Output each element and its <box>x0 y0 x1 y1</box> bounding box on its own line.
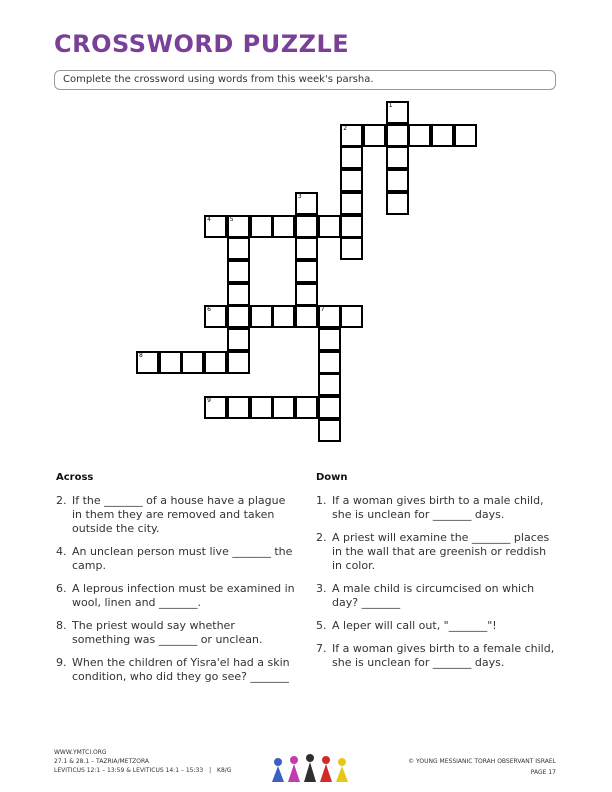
clue-text: A priest will examine the _______ places in the wall that are greenish or reddish in color. <box>332 531 550 572</box>
clue-text: If the _______ of a house have a plague in them they are removed and taken outside the city. <box>72 494 286 535</box>
clue-item <box>56 494 296 536</box>
clue-item <box>316 494 556 522</box>
clue-number: 4 <box>207 215 211 223</box>
grid-cell[interactable] <box>386 101 409 124</box>
grid-cell[interactable] <box>318 328 341 351</box>
grid-cell[interactable] <box>454 124 477 147</box>
clue-number: 5 <box>229 215 234 223</box>
grid-cell[interactable] <box>295 283 318 306</box>
clue-number: 9 <box>207 397 211 405</box>
clue-number: 2. <box>316 531 327 544</box>
clue-number: 7. <box>316 642 327 655</box>
clue-text: An unclean person must live _______ the camp. <box>72 545 293 572</box>
grid-cell[interactable] <box>204 396 227 419</box>
grid-cell[interactable] <box>227 351 250 374</box>
footer-right <box>408 756 556 778</box>
grid-cell[interactable] <box>295 215 318 238</box>
clue-number: 6. <box>56 582 67 595</box>
down-heading: Down <box>316 472 348 483</box>
clue-number: 9. <box>56 656 67 669</box>
grid-cell[interactable] <box>386 192 409 215</box>
grid-cell[interactable] <box>295 237 318 260</box>
footer-copyright: © YOUNG MESSIANIC TORAH OBSERVANT ISRAEL <box>408 758 556 765</box>
clue-text: A leprous infection must be examined in wool, linen and _______. <box>72 582 295 609</box>
grid-cell[interactable] <box>272 305 295 328</box>
grid-cell[interactable] <box>136 351 159 374</box>
footer-site: WWW.YMTCI.ORG <box>54 749 107 756</box>
grid-cell[interactable] <box>227 260 250 283</box>
across-heading: Across <box>56 472 94 483</box>
grid-cell[interactable] <box>204 305 227 328</box>
logo-figure-4 <box>320 756 332 782</box>
page-title: CROSSWORD PUZZLE <box>54 30 350 58</box>
instructions-text: Complete the crossword using words from this week's parsha. <box>63 74 374 85</box>
grid-cell[interactable] <box>386 146 409 169</box>
grid-cell[interactable] <box>363 124 386 147</box>
clue-text: The priest would say whether something was _______ or unclean. <box>72 619 263 646</box>
clue-number: 8. <box>56 619 67 632</box>
grid-cell[interactable] <box>340 146 363 169</box>
footer-parsha: 27.1 & 28.1 – TAZRIA/METZORA <box>54 758 150 765</box>
grid-cell[interactable] <box>227 215 250 238</box>
clue-item <box>316 531 556 573</box>
logo-figure-2 <box>288 756 300 782</box>
clue-item <box>56 545 296 573</box>
grid-cell[interactable] <box>318 396 341 419</box>
clue-number: 3. <box>316 582 327 595</box>
clue-number: 8 <box>139 351 143 359</box>
clue-text: A leper will call out, "_______"! <box>332 619 497 632</box>
grid-cell[interactable] <box>272 396 295 419</box>
grid-cell[interactable] <box>295 396 318 419</box>
clue-item <box>56 582 296 610</box>
grid-cell[interactable] <box>318 215 341 238</box>
footer-verses: LEVITICUS 12:1 – 13:59 & LEVITICUS 14:1 – 15:33 <box>54 767 204 774</box>
grid-cell[interactable] <box>340 169 363 192</box>
grid-cell[interactable] <box>318 373 341 396</box>
grid-cell[interactable] <box>340 237 363 260</box>
grid-cell[interactable] <box>250 215 273 238</box>
logo-figure-3 <box>304 754 316 782</box>
clue-item <box>316 619 556 633</box>
clue-item <box>316 582 556 610</box>
clue-item <box>56 619 296 647</box>
clue-number: 2 <box>343 124 348 132</box>
clue-text: If a woman gives birth to a female child, she is unclean for _______ days. <box>332 642 555 669</box>
clue-number: 6 <box>207 306 211 314</box>
clue-item <box>56 656 296 684</box>
grid-cell[interactable] <box>318 351 341 374</box>
clue-text: When the children of Yisra'el had a skin condition, who did they go see? _______ <box>72 656 290 683</box>
ymtoi-logo-icon <box>270 752 350 784</box>
footer-page: PAGE 17 <box>530 769 556 776</box>
grid-cell[interactable] <box>227 237 250 260</box>
footer-reference: LEVITICUS 12:1 – 13:59 & LEVITICUS 14:1 – 15:33 | K8/G <box>54 767 232 774</box>
grid-cell[interactable] <box>295 192 318 215</box>
grid-cell[interactable] <box>318 419 341 442</box>
clue-number: 2. <box>56 494 67 507</box>
across-clues <box>56 494 296 693</box>
grid-cell[interactable] <box>250 305 273 328</box>
logo-figure-5 <box>336 758 348 782</box>
clue-number: 3 <box>297 192 302 200</box>
grid-cell[interactable] <box>386 124 409 147</box>
grid-cell[interactable] <box>272 215 295 238</box>
grid-cell[interactable] <box>340 192 363 215</box>
footer-left <box>54 748 231 775</box>
clue-text: If a woman gives birth to a male child, she is unclean for _______ days. <box>332 494 544 521</box>
grid-cell[interactable] <box>340 305 363 328</box>
grid-cell[interactable] <box>204 351 227 374</box>
grid-cell[interactable] <box>227 305 250 328</box>
clue-number: 7 <box>320 306 325 314</box>
grid-cell[interactable] <box>295 260 318 283</box>
clue-item <box>316 642 556 670</box>
grid-cell[interactable] <box>159 351 182 374</box>
grid-cell[interactable] <box>318 305 341 328</box>
clue-text: A male child is circumcised on which day? _______ <box>332 582 535 609</box>
clue-number: 1 <box>388 102 393 109</box>
grid-cell[interactable] <box>295 305 318 328</box>
grid-cell[interactable] <box>340 124 363 147</box>
grid-cell[interactable] <box>227 396 250 419</box>
grid-cell[interactable] <box>250 396 273 419</box>
grid-cell[interactable] <box>431 124 454 147</box>
grid-cell[interactable] <box>340 215 363 238</box>
grid-cell[interactable] <box>181 351 204 374</box>
grid-cell[interactable] <box>204 215 227 238</box>
clue-number: 1. <box>316 494 327 507</box>
footer-grade: K8/G <box>217 767 232 774</box>
down-clues <box>316 494 556 679</box>
clue-number: 4. <box>56 545 67 558</box>
grid-cell[interactable] <box>227 283 250 306</box>
clue-number: 5. <box>316 619 327 632</box>
logo-figure-1 <box>272 758 284 782</box>
grid-cell[interactable] <box>227 328 250 351</box>
grid-cell[interactable] <box>408 124 431 147</box>
grid-cell[interactable] <box>386 169 409 192</box>
